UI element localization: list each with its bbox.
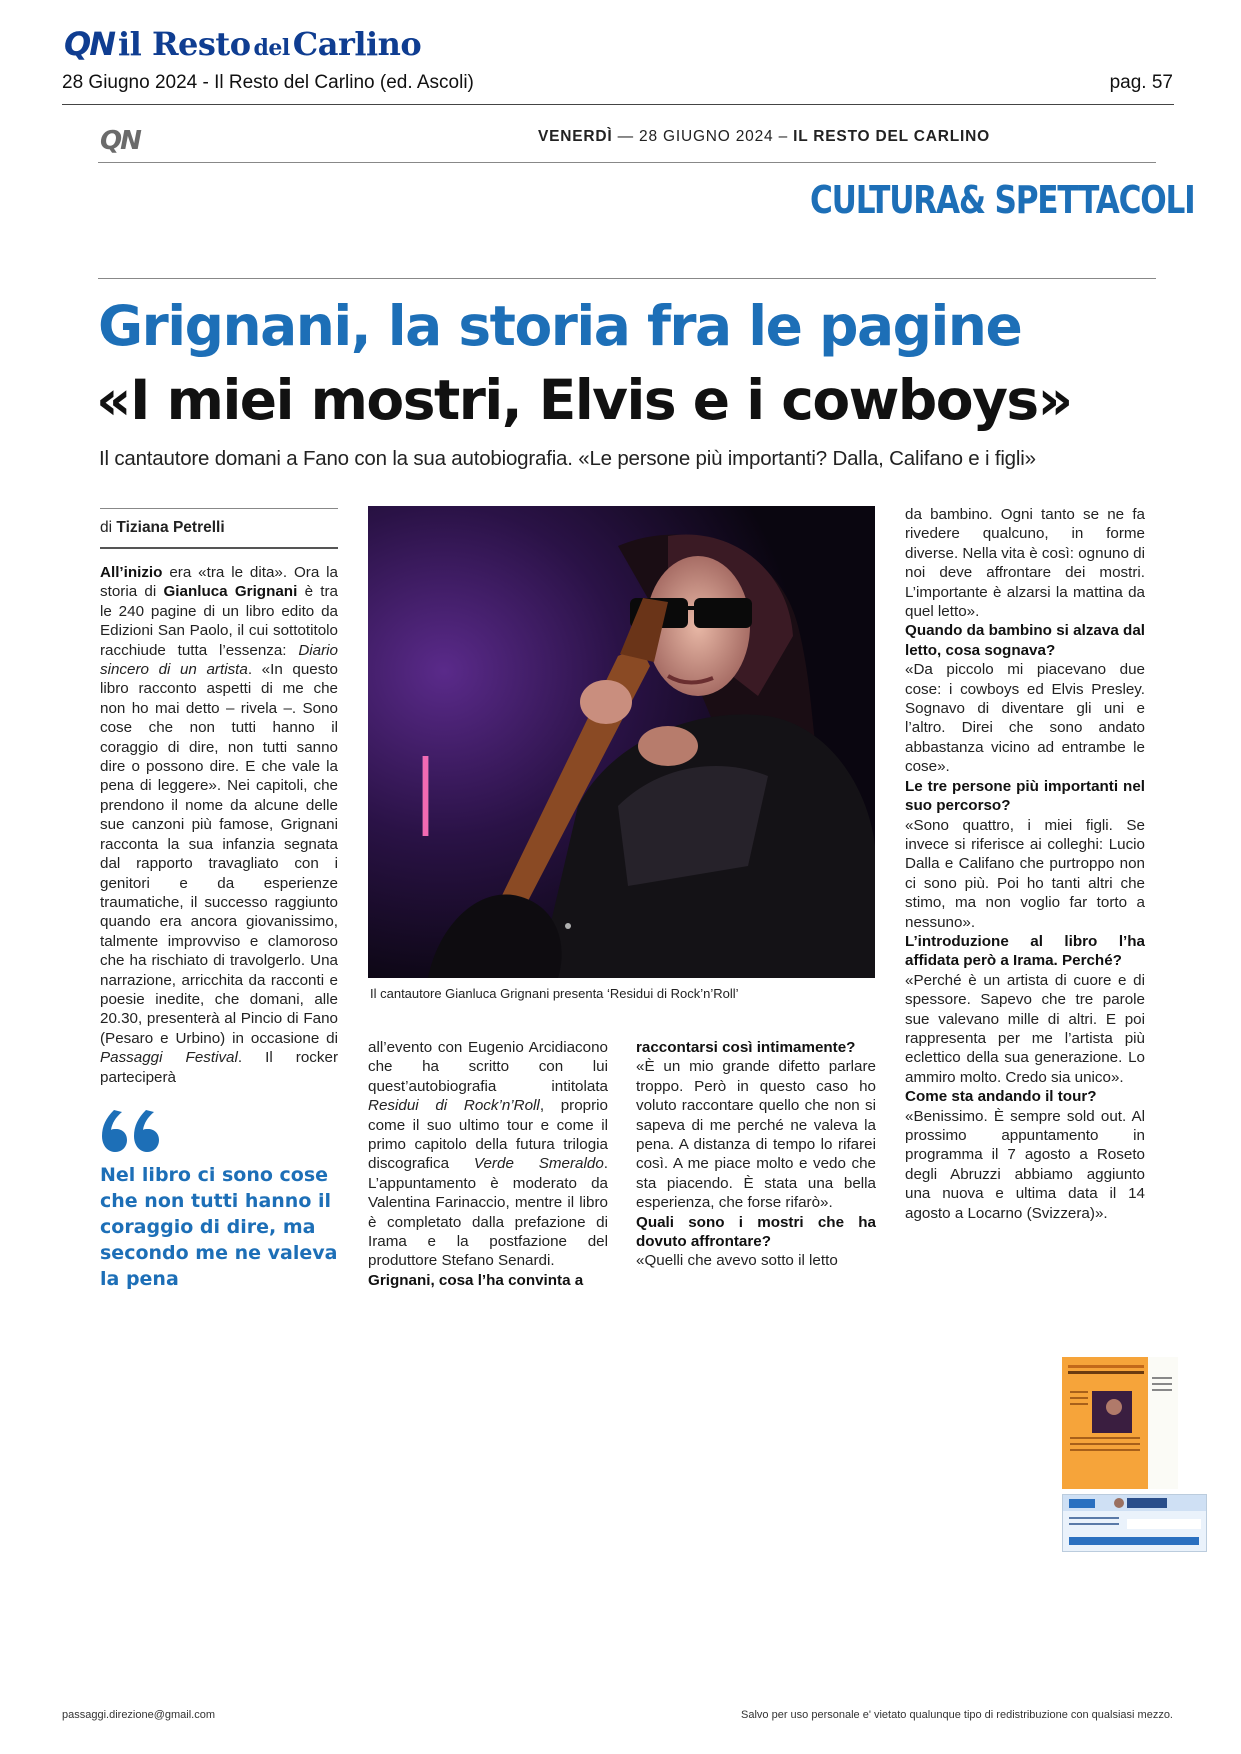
qn-small-logo: QN bbox=[100, 126, 140, 156]
byline: di Tiziana Petrelli bbox=[100, 519, 225, 536]
clip-page-number: pag. 57 bbox=[1109, 72, 1173, 93]
header-divider bbox=[62, 104, 1174, 105]
qn-logo: QN bbox=[64, 25, 114, 63]
headline-line-2: «I miei mostri, Elvis e i cowboys» bbox=[96, 368, 1072, 432]
section-divider bbox=[98, 278, 1156, 279]
section-title: CULTURA& SPETTACOLI bbox=[810, 178, 1195, 222]
byline-top-rule bbox=[100, 508, 338, 509]
question-2: Quali sono i mostri che ha dovuto affrontare? bbox=[636, 1213, 876, 1251]
question-6: Come sta andando il tour? bbox=[905, 1088, 1097, 1106]
clip-source-line: 28 Giugno 2024 - Il Resto del Carlino (ed. Ascoli) bbox=[62, 72, 474, 93]
author-name: Tiziana Petrelli bbox=[116, 519, 225, 536]
question-1: Grignani, cosa l’ha convinta a bbox=[368, 1271, 584, 1289]
dateline-divider bbox=[98, 162, 1156, 163]
article-photo bbox=[368, 506, 875, 978]
article-column-4: da bambino. Ogni tanto se ne fa rivedere qualcuno, in forme diverse. Nella vita è così: ognuno di noi deve affrontare dei mostri. L’importante è alzarsi la mattina da quel letto». Quando da bambino si alzava dal letto, cosa sognava? «Da piccolo mi piacevano due cose: i cowboys ed Elvis Presley. Sognavo di diventare gli uni e l’altro. Direi che sono andato abbastanza vicino ad entrambe le cose». Le tre persone più importanti nel suo percorso? «Sono quattro, i miei figli. Se invece si riferisce ai colleghi: Lucio Dalla e Califano che purtroppo non ci sono più. Poi ho tanti altri che stimo, ma non voglio far torto a nessuno». L’introduzione al libro l’ha affidata però a Irama. Perché? «Perché è un artista di cuore e di spessore. Sapevo che tre parole sue valevano mille di altri. E poi rappresenta per me l’artista più eclettico della sua generazione. Lo ammiro molto. Credo sia unico». Come sta andando il tour? «Benissimo. È sempre sold out. Al prossimo appuntamento in programma il 7 agosto a Roseto degli Abruzzi abbiamo aggiunto una nuova e ultima data il 14 agosto a Locarno (Svizzera)». bbox=[905, 506, 1145, 1222]
footer-email: passaggi.direzione@gmail.com bbox=[62, 1709, 216, 1721]
article-column-1: All’inizio era «tra le dita». Ora la storia di Gianluca Grignani è tra le 240 pagine di un libro edito da Edizioni San Paolo, il cui sottotitolo racchiude tutta l’essenza: Diario sincero di un artista. «In questo libro racconto aspetti di me che non ho mai detto – rivela –. Sono cose che non tutti hanno il coraggio di dire, non tutti sanno dire o possono dire. E che vale la pena di leggere». Nei capitoli, che prendono il nome da alcune delle sue canzoni più famose, Grignani racconta la sua infanzia segnata dal rapporto travagliato con i genitori e da esperienze traumatiche, il successo raggiunto quando era ancora giovanissimo, talmente improvviso e clamoroso che ha rischiato di travolgerlo. Una narrazione, arricchita da racconti e poesie inedite, che domani, alle 20.30, presenterà al Pincio di Fano (Pesaro e Urbino) in occasione di Passaggi Festival. Il rocker parteciperà bbox=[100, 564, 339, 1086]
question-3: Quando da bambino si alzava dal letto, cosa sognava? bbox=[905, 622, 1145, 659]
page-thumbnail[interactable] bbox=[1062, 1357, 1178, 1489]
photo-caption: Il cantautore Gianluca Grignani presenta ‘Residui di Rock’n’Roll’ bbox=[370, 986, 739, 1001]
article-column-3: raccontarsi così intimamente? «È un mio grande difetto parlare troppo. Però in questo caso ho voluto raccontare quello che non si sapeva di me perché ne valeva la pena. A distanza di tempo lo rifarei così. A me piace molto e vedo che sta piacendo. È stata una bella esperienza, che forse rifarò». Quali sono i mostri che ha dovuto affrontare? «Quelli che avevo sotto il letto bbox=[636, 1039, 876, 1270]
footer-notice: Salvo per uso personale e' vietato qualunque tipo di redistribuzione con qualsiasi mezzo. bbox=[741, 1709, 1173, 1721]
byline-bottom-rule bbox=[100, 547, 338, 549]
advert-thumbnail[interactable] bbox=[1062, 1494, 1207, 1552]
article-subtitle: Il cantautore domani a Fano con la sua autobiografia. «Le persone più importanti? Dalla, Califano e i figli» bbox=[99, 447, 1036, 470]
article-column-2: all’evento con Eugenio Arcidiacono che ha scritto con lui quest’autobiografia intitolata Residui di Rock’n’Roll, proprio come il suo ultimo tour e come il primo capitolo della futura trilogia discografica Verde Smeraldo. L’appuntamento è moderato da Valentina Farinaccio, mentre il libro è completato dalla prefazione di Irama e la postfazione del produttore Stefano Senardi. Grignani, cosa l’ha convinta a bbox=[368, 1039, 608, 1289]
logo-wordmark: il Resto delCarlino bbox=[117, 25, 422, 63]
resto-del-carlino-logo bbox=[64, 26, 421, 62]
dateline: VENERDÌ — 28 GIUGNO 2024 – IL RESTO DEL CARLINO bbox=[538, 128, 990, 145]
pull-quote: Nel libro ci sono cose che non tutti hanno il coraggio di dire, ma secondo me ne valeva la pena bbox=[100, 1164, 338, 1290]
question-5: L’introduzione al libro l’ha affidata però a Irama. Perché? bbox=[905, 932, 1145, 970]
question-4: Le tre persone più importanti nel suo percorso? bbox=[905, 777, 1145, 815]
quote-mark-icon bbox=[100, 1102, 164, 1158]
headline-line-1: Grignani, la storia fra le pagine bbox=[98, 294, 1022, 358]
